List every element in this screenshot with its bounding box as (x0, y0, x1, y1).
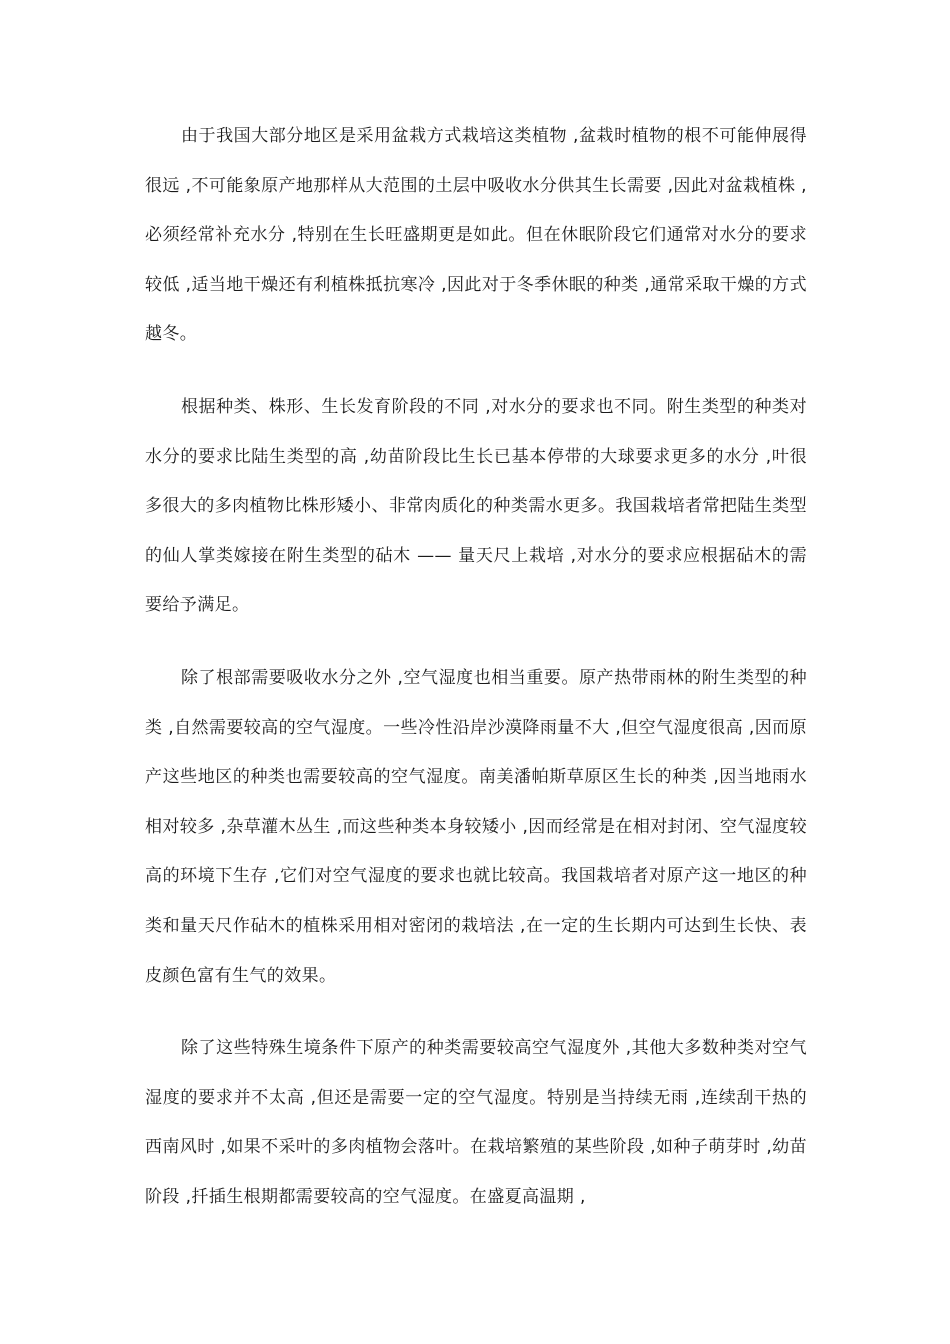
paragraph-3: 除了根部需要吸收水分之外 ,空气湿度也相当重要。原产热带雨林的附生类型的种类 ,自然需要较高的空气湿度。一些冷性沿岸沙漠降雨量不大 ,但空气湿度很高 ,因而原产这些地区的种类也需要较高的空气湿度。南美潘帕斯草原区生长的种类 ,因当地雨水相对较多 ,杂草灌木丛生 ,而这些种类本身较矮小 ,因而经常是在相对封闭、空气湿度较高的环境下生存 ,它们对空气湿度的要求也就比较高。我国栽培者对原产这一地区的种类和量天尺作砧木的植株采用相对密闭的栽培法 ,在一定的生长期内可达到生长快、表皮颜色富有生气的效果。 (145, 667, 807, 986)
document-body (145, 112, 807, 1245)
paragraph-1: 由于我国大部分地区是采用盆栽方式栽培这类植物 ,盆栽时植物的根不可能伸展得很远 ,不可能象原产地那样从大范围的土层中吸收水分供其生长需要 ,因此对盆栽植株 ,必须经常补充水分 ,特别在生长旺盛期更是如此。但在休眠阶段它们通常对水分的要求较低 ,适当地干燥还有利植株抵抗寒冷 ,因此对于冬季休眠的种类 ,通常采取干燥的方式越冬。 (145, 126, 807, 345)
paragraph-2: 根据种类、株形、生长发育阶段的不同 ,对水分的要求也不同。附生类型的种类对水分的要求比陆生类型的高 ,幼苗阶段比生长已基本停带的大球要求更多的水分 ,叶很多很大的多肉植物比株形矮小、非常肉质化的种类需水更多。我国栽培者常把陆生类型的仙人掌类嫁接在附生类型的砧木 —— 量天尺上栽培 ,对水分的要求应根据砧木的需要给予满足。 (145, 396, 807, 616)
paragraph-4: 除了这些特殊生境条件下原产的种类需要较高空气湿度外 ,其他大多数种类对空气湿度的要求并不太高 ,但还是需要一定的空气湿度。特别是当持续无雨 ,连续刮干热的西南风时 ,如果不采叶的多肉植物会落叶。在栽培繁殖的某些阶段 ,如种子萌芽时 ,幼苗阶段 ,扦插生根期都需要较高的空气湿度。在盛夏高温期 , (145, 1038, 807, 1207)
